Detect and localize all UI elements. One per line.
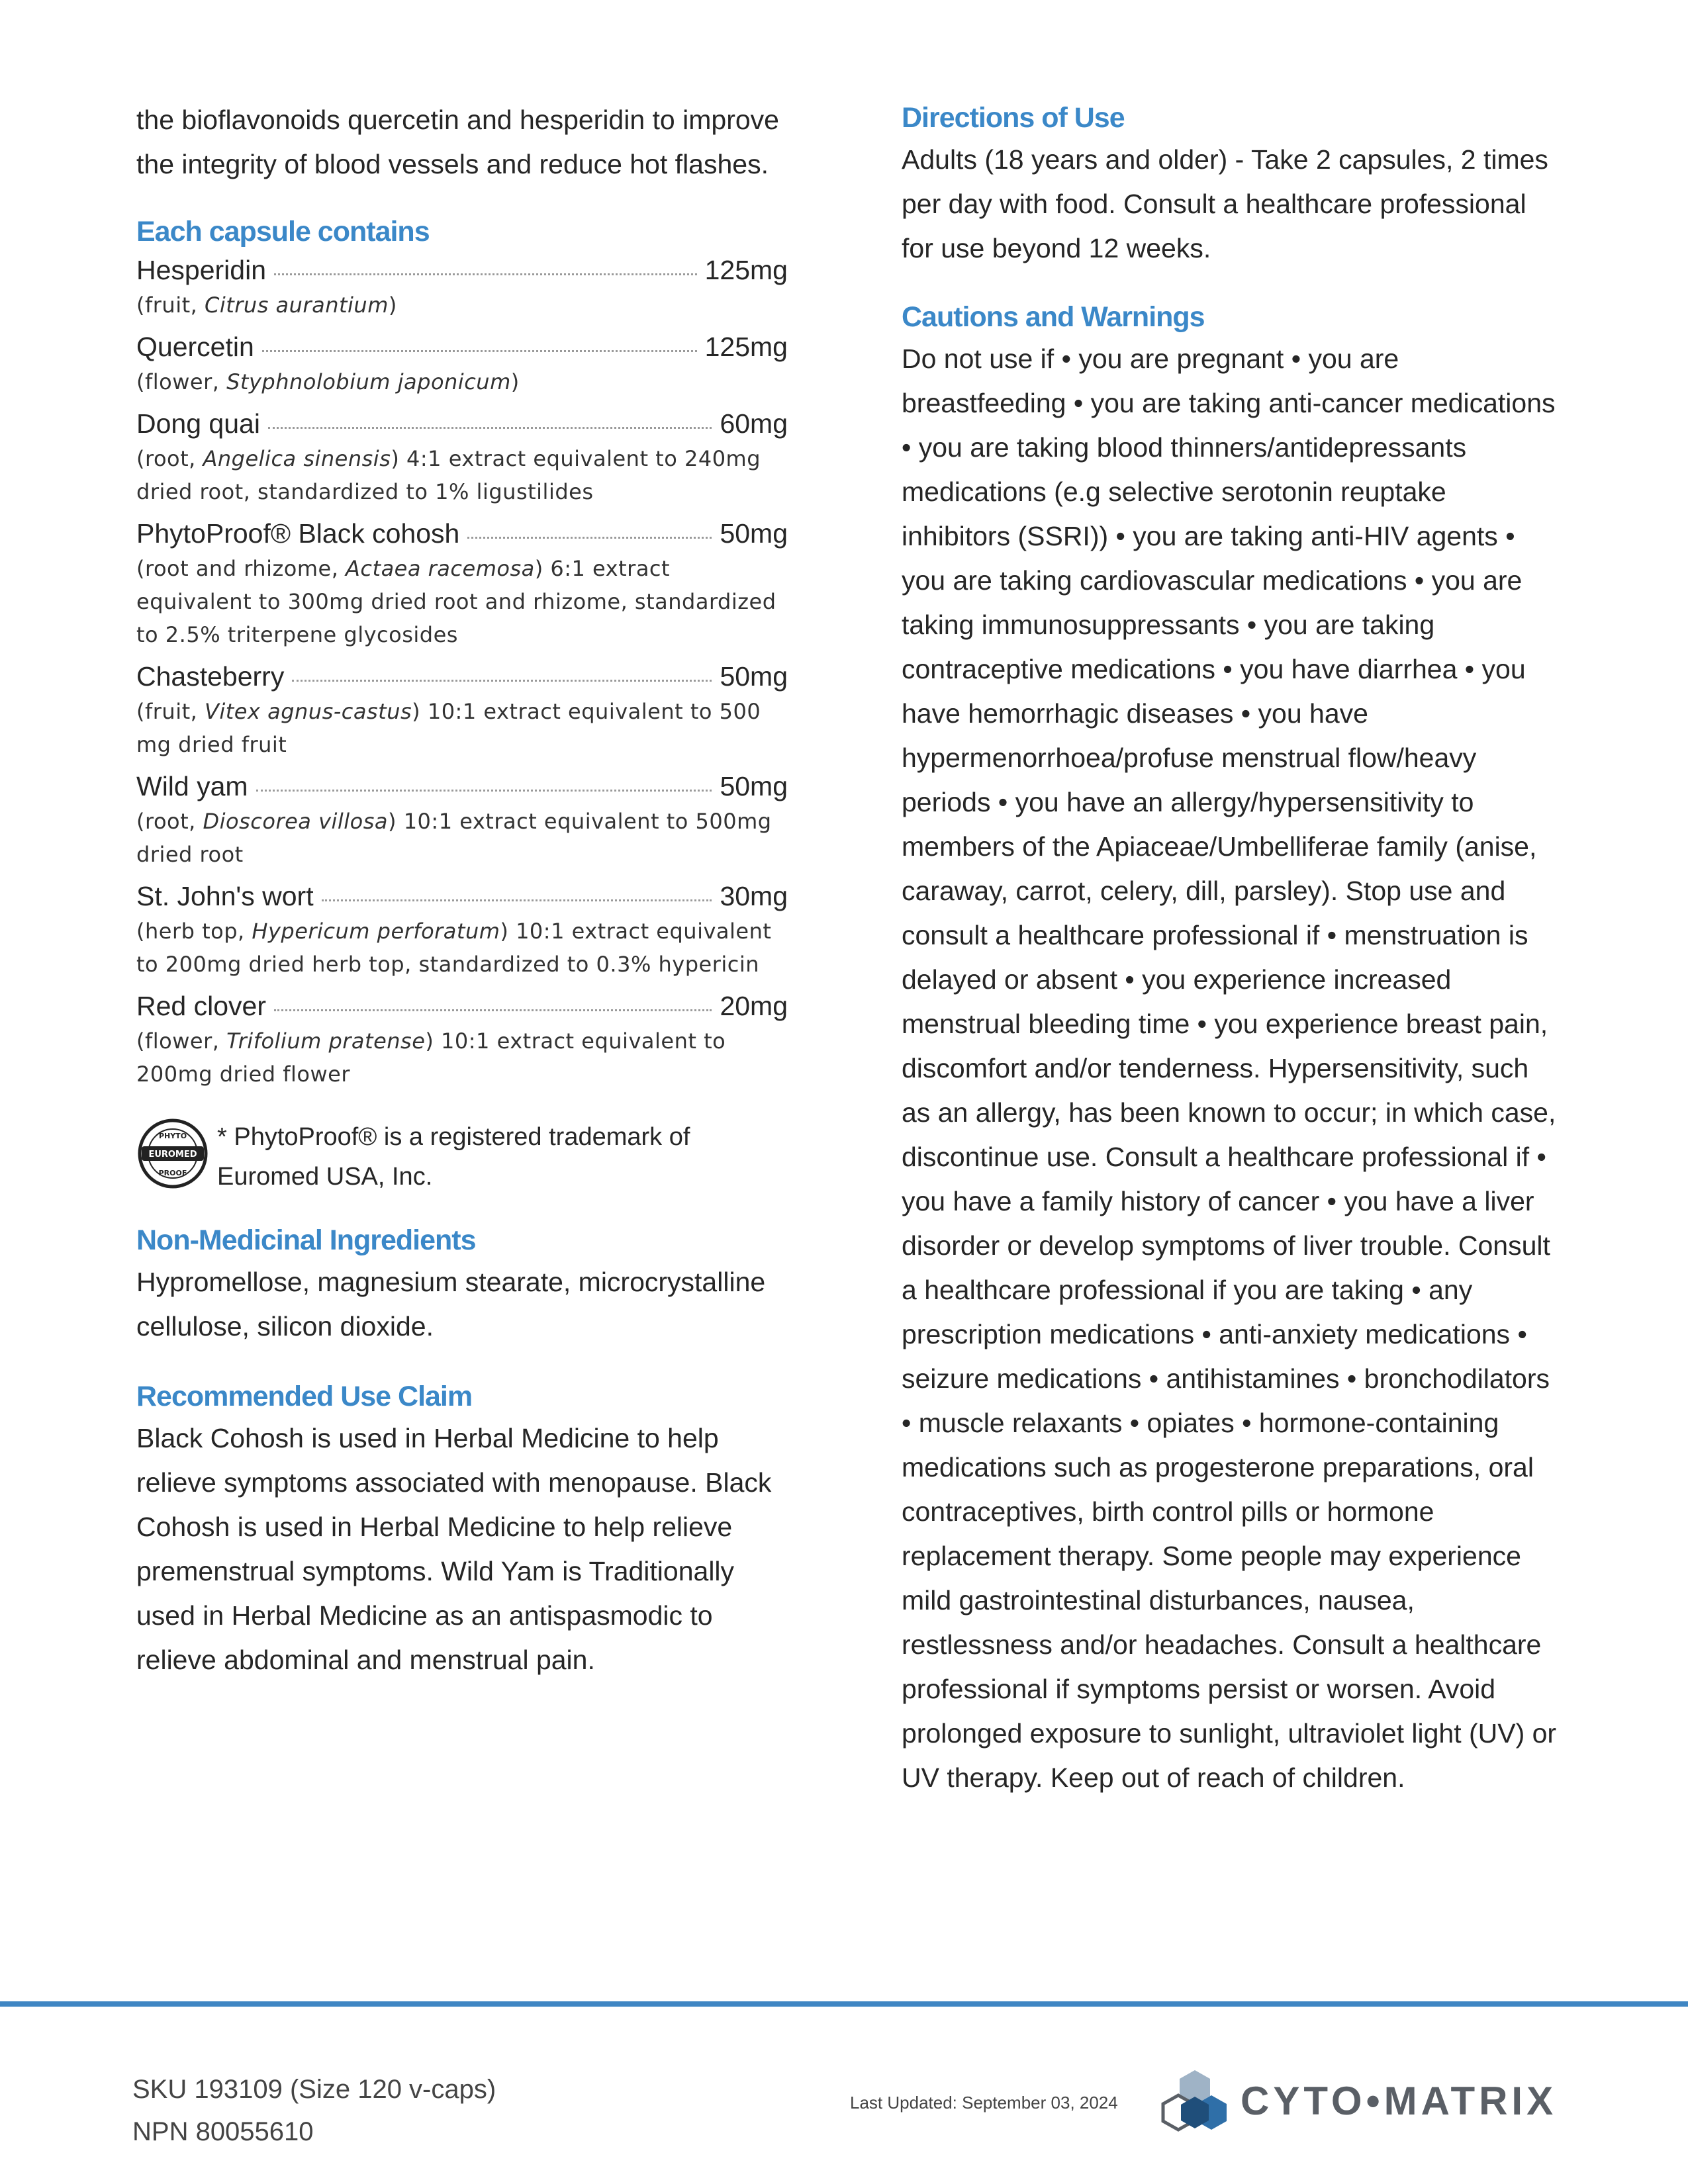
ingredient-botanical-name: Angelica sinensis <box>203 446 391 471</box>
ingredient-description <box>136 695 788 761</box>
ingredient-amount: 20mg <box>720 991 788 1021</box>
ingredient-amount: 50mg <box>720 771 788 801</box>
cautions-heading: Cautions and Warnings <box>902 301 1205 333</box>
ingredient-amount: 50mg <box>720 518 788 549</box>
dotted-leader <box>268 427 712 429</box>
ingredient-item <box>136 878 788 981</box>
claim-text: Black Cohosh is used in Herbal Medicine to help relieve symptoms associated with menopause. Black Cohosh is used in Herbal Medicine to help relieve premenstrual symptoms. Wild Yam is Traditionally used in Herbal Medicine as an antispasmodic to relieve abdominal and menstrual pain. <box>136 1423 772 1675</box>
dotted-leader <box>274 1009 712 1011</box>
sku-text: SKU 193109 (Size 120 v-caps) <box>132 2075 496 2104</box>
ingredient-source-suffix: ) <box>388 293 397 318</box>
ingredient-item <box>136 658 788 761</box>
ingredient-row <box>136 768 788 805</box>
ingredient-item <box>136 515 788 651</box>
ingredient-botanical-name: Hypericum perforatum <box>252 919 500 944</box>
cautions-text: Do not use if • you are pregnant • you are breastfeeding • you are taking anti-cancer medications • you are taking blood thinners/antidepressants medications (e.g selective serotonin reuptake inhibitors (SSRI)) • you are taking anti-HIV agents • you are taking cardiovascular medications • you are taking immunosuppressants • you are taking contraceptive medications • you have diarrhea • you have hemorrhagic diseases • you have hypermenorrhoea/profuse menstrual flow/heavy periods • you have an allergy/hypersensitivity to members of the Apiaceae/Umbelliferae family (anise, caraway, carrot, celery, dill, parsley). Stop use and consult a healthcare professional if • menstruation is delayed or absent • you experience increased menstrual bleeding time • you experience breast pain, discomfort and/or tenderness. Hypersensitivity, such as an allergy, has been known to occur; in which case, discontinue use. Consult a healthcare professional if • you have a family history of cancer • you have a liver disorder or develop symptoms of liver trouble. Consult a healthcare professional if you are taking • any prescription medications • anti-anxiety medications • seizure medications • antihistamines • bronchodilators • muscle relaxants • opiates • hormone-containing medications such as progesterone preparations, oral contraceptives, birth control pills or hormone replacement therapy. Some people may experience mild gastrointestinal disturbances, nausea, restlessness and/or headaches. Consult a healthcare professional if symptoms persist or worsen. Avoid prolonged exposure to sunlight, ultraviolet light (UV) or UV therapy. Keep out of reach of children. <box>902 343 1557 1793</box>
footer-product-ids <box>132 2068 496 2153</box>
phytoproof-euromed-logo <box>136 1117 209 1190</box>
ingredient-source-prefix: (flower, <box>136 369 227 394</box>
nmi-text: Hypromellose, magnesium stearate, microcrystalline cellulose, silicon dioxide. <box>136 1267 766 1342</box>
ingredient-row <box>136 405 788 442</box>
ingredient-item <box>136 987 788 1091</box>
ingredient-item <box>136 405 788 508</box>
directions-text: Adults (18 years and older) - Take 2 capsules, 2 times per day with food. Consult a healthcare professional for use beyond 12 weeks. <box>902 144 1548 263</box>
ingredient-description <box>136 365 788 398</box>
ingredient-amount: 60mg <box>720 408 788 439</box>
ingredient-amount: 125mg <box>704 332 788 362</box>
ingredient-row <box>136 658 788 695</box>
directions-heading: Directions of Use <box>902 102 1125 134</box>
ingredient-name: Chasteberry <box>136 661 285 692</box>
ingredient-name: St. John's wort <box>136 881 314 911</box>
ingredient-botanical-name: Trifolium pratense <box>226 1028 426 1054</box>
svg-text:PROOF: PROOF <box>158 1169 187 1177</box>
ingredient-description <box>136 915 788 981</box>
npn-text: NPN 80055610 <box>132 2117 314 2146</box>
ingredient-amount: 50mg <box>720 661 788 692</box>
ingredient-description <box>136 289 788 322</box>
svg-text:PHYTO: PHYTO <box>158 1132 187 1140</box>
ingredient-source-suffix: ) 10:1 extract equivalent to 500mg dried root <box>136 809 772 867</box>
ingredient-row <box>136 328 788 365</box>
ingredient-item <box>136 251 788 322</box>
ingredient-name: Red clover <box>136 991 266 1021</box>
ingredient-row <box>136 515 788 552</box>
brand-wordmark: CYTO•MATRIX <box>1241 2078 1558 2123</box>
brand-logo <box>1158 2068 1557 2134</box>
ingredient-source-prefix: (fruit, <box>136 699 205 724</box>
ingredient-source-prefix: (root, <box>136 809 203 834</box>
ingredient-name: PhytoProof® Black cohosh <box>136 518 460 549</box>
ingredient-source-suffix: ) 10:1 extract equivalent to 200mg dried herb top, standardized to 0.3% hypericin <box>136 919 772 977</box>
ingredient-source-suffix: ) 10:1 extract equivalent to 500 mg dried fruit <box>136 699 761 757</box>
ingredient-amount: 125mg <box>704 255 788 285</box>
ingredient-botanical-name: Citrus aurantium <box>204 293 389 318</box>
trademark-note <box>136 1117 788 1197</box>
nmi-heading: Non-Medicinal Ingredients <box>136 1224 476 1256</box>
ingredient-source-prefix: (flower, <box>136 1028 227 1054</box>
ingredient-source-suffix: ) 6:1 extract equivalent to 300mg dried root and rhizome, standardized to 2.5% triterpene glycosides <box>136 556 776 647</box>
ingredient-botanical-name: Styphnolobium japonicum <box>226 369 511 394</box>
ingredient-botanical-name: Vitex agnus-castus <box>204 699 412 724</box>
dotted-leader <box>256 790 712 792</box>
ingredient-botanical-name: Actaea racemosa <box>346 556 535 581</box>
ingredient-name: Dong quai <box>136 408 260 439</box>
capsule-heading: Each capsule contains <box>136 216 430 248</box>
ingredient-item <box>136 768 788 871</box>
ingredient-amount: 30mg <box>720 881 788 911</box>
dotted-leader <box>322 899 712 901</box>
last-updated: Last Updated: September 03, 2024 <box>850 2093 1118 2113</box>
ingredient-description <box>136 805 788 871</box>
ingredient-source-prefix: (herb top, <box>136 919 252 944</box>
left-column <box>136 98 788 1682</box>
dotted-leader <box>262 350 697 352</box>
dotted-leader <box>274 273 697 275</box>
claim-heading: Recommended Use Claim <box>136 1381 473 1412</box>
ingredient-name: Hesperidin <box>136 255 266 285</box>
ingredient-source-suffix: ) <box>510 369 520 394</box>
footer-divider <box>0 2001 1688 2007</box>
ingredient-row <box>136 878 788 915</box>
ingredient-list <box>136 251 788 1091</box>
hexagon-logo-icon <box>1158 2068 1231 2134</box>
dotted-leader <box>292 680 712 682</box>
right-column <box>902 98 1557 1800</box>
ingredient-source-prefix: (fruit, <box>136 293 205 318</box>
ingredient-description <box>136 552 788 651</box>
dotted-leader <box>467 537 712 539</box>
intro-text: the bioflavonoids quercetin and hesperidin to improve the integrity of blood vessels and reduce hot flashes. <box>136 105 779 179</box>
trademark-text: * PhytoProof® is a registered trademark of Euromed USA, Inc. <box>217 1123 690 1191</box>
ingredient-source-prefix: (root and rhizome, <box>136 556 346 581</box>
ingredient-name: Wild yam <box>136 771 248 801</box>
ingredient-name: Quercetin <box>136 332 254 362</box>
ingredient-row <box>136 987 788 1024</box>
svg-text:EUROMED: EUROMED <box>148 1150 197 1160</box>
ingredient-source-suffix: ) 4:1 extract equivalent to 240mg dried root, standardized to 1% ligustilides <box>136 446 761 504</box>
ingredient-row <box>136 251 788 289</box>
ingredient-source-suffix: ) 10:1 extract equivalent to 200mg dried flower <box>136 1028 726 1087</box>
ingredient-source-prefix: (root, <box>136 446 203 471</box>
ingredient-description <box>136 442 788 508</box>
ingredient-description <box>136 1024 788 1091</box>
ingredient-item <box>136 328 788 398</box>
ingredient-botanical-name: Dioscorea villosa <box>203 809 389 834</box>
